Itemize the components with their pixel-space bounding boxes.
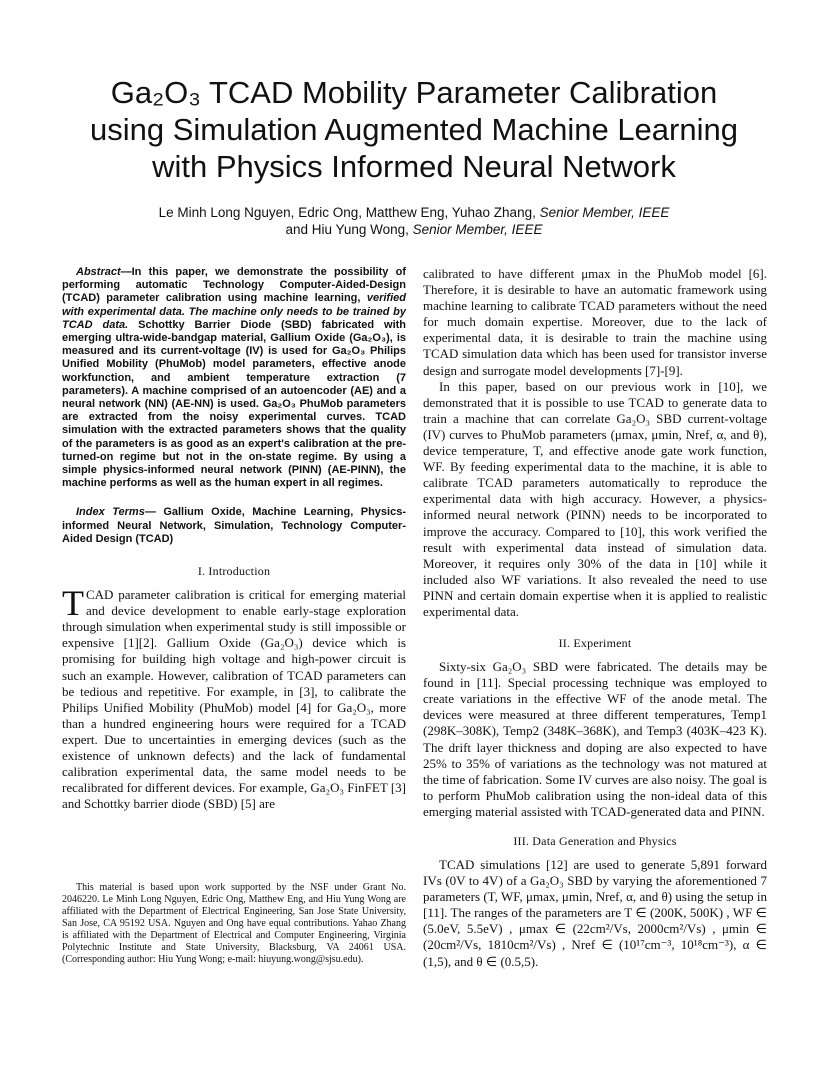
abstract-lead: Abstract—	[76, 266, 132, 278]
abstract-text: In this paper, we demonstrate the possibility of performing automatic Technology Computer-Aided-Design (TCAD) parameter calibration using machine learning,	[62, 266, 406, 305]
author-names: Le Minh Long Nguyen, Edric Ong, Matthew Eng, Yuhao Zhang,	[158, 205, 540, 220]
paper-title	[40, 74, 788, 185]
title-line: using Simulation Augmented Machine Learning	[90, 112, 738, 147]
abstract-text: Schottky Barrier Diode (SBD) fabricated with emerging ultra-wide-bandgap material, Gallium Oxide (Ga₂O₃), is measured and its current-voltage (IV) is used for Ga₂O₃ Philips Unified Mobility (PhuMob) model parameters, effective anode workfunction, and ambient temperature extraction (7 parameters). A machine comprised of an autoencoder (AE) and a neural network (NN) (AE-NN) is used. Ga₂O₃ PhuMob parameters are extracted from the noisy experimental curves. TCAD simulation with the extracted parameters shows that the quality of the parameters is as good as an expert's calibration at the pre-turned-on regime but not in the on-state regime. By using a simple physics-informed neural network (PINN) (AE-PINN), the machine performs as well as the human expert in all regimes.	[62, 318, 407, 490]
paragraph: Sixty-six Ga₂O₃ SBD were fabricated. The details may be found in [11]. Special processing technique was employed to create variations in the effective WF of the anode metal. The devices were measured at three different temperatures, Temp1 (298K–308K), Temp2 (348K–368K), and Temp3 (403K–423 K). The drift layer thickness and doping are also expected to have 25% to 35% of variations as the technology was not matured at the time of fabrication. Some IV curves are also noisy. The goal is to perform PhuMob calibration using the non-ideal data of this emerging material assisted with TCAD-generated data and PINN.	[423, 659, 767, 819]
author-names: and Hiu Yung Wong,	[285, 222, 413, 237]
section-heading: III. Data Generation and Physics	[513, 834, 677, 848]
author-list	[80, 204, 748, 238]
intro-paragraph	[62, 583, 406, 812]
title-line: Ga₂O₃ TCAD Mobility Parameter Calibration	[110, 75, 718, 110]
left-column	[62, 266, 406, 812]
author-line	[80, 221, 748, 238]
drop-cap: T	[62, 583, 84, 624]
right-column	[423, 266, 767, 970]
paragraph: In this paper, based on our previous work in [10], we demonstrated that it is possible to use TCAD to generate data to train a machine that can correlate Ga₂O₃ SBD current-voltage (IV) curves to PhuMob parameters (μmax, μmin, Nref, α, and θ), device temperature, T, and effective anode gate work function, WF. By feeding experimental data to the machine, it is able to calibrate TCAD parameters automatically to reproduce the experimental data with high accuracy. However, a physics-informed neural network (PINN) needs to be incorporated to improve the accuracy. Compared to [10], this work verified the result with experimental data instead of simulation data. Moreover, it requires only 30% of the data in [10] while it included also WF variations. It also revealed the need to use PINN and certain domain expertise when it is applied to realistic experimental data.	[423, 378, 767, 619]
abstract-italic: verified with experimental data. The machine only needs to be trained by TCAD data.	[62, 292, 406, 331]
section-heading: I. Introduction	[197, 564, 271, 579]
intro-text: CAD parameter calibration is critical for emerging material and device development to enable early-stage exploration through simulation when experimental study is still impossible or expensive [1][2]. Gallium Oxide (Ga₂O₃) device which is promising for building high voltage and high-power circuit is such an example. However, calibration of TCAD parameters can be tedious and repetitive. For example, in [3], to calibrate the Philips Unified Mobility (PhuMob) model [4] for Ga₂O₃, more than a hundred engineering hours were required for a TCAD expert. Due to uncertainties in emerging devices (such as the existence of unknown defects) and the lack of fundamental calibration experimental data, the same model needs to be recalibrated for different devices. For example, Ga₂O₃ FinFET [3] and Schottky barrier diode (SBD) [5] are	[62, 587, 406, 812]
author-line	[80, 204, 748, 221]
index-terms	[62, 506, 406, 546]
title-line: with Physics Informed Neural Network	[152, 149, 676, 184]
author-role: Senior Member, IEEE	[539, 205, 670, 220]
index-terms-lead: Index Terms—	[76, 506, 156, 519]
paragraph: calibrated to have different μmax in the PhuMob model [6]. Therefore, it is desirable to have an automatic framework using machine learning to calibrate TCAD parameters without the need for much domain expertise. Moreover, due to the lack of experimental data, it is desirable to train the machine using TCAD simulation data which has been used for transistor inverse design and surrogate model developments [7]-[9].	[423, 266, 767, 378]
abstract	[62, 266, 406, 490]
index-terms-text: Gallium Oxide, Machine Learning, Physics-informed Neural Network, Simulation, Technology Computer-Aided Design (TCAD)	[62, 506, 406, 545]
author-role: Senior Member, IEEE	[412, 222, 543, 237]
section-heading: II. Experiment	[558, 636, 632, 651]
paragraph: TCAD simulations [12] are used to generate 5,891 forward IVs (0V to 4V) of a Ga₂O₃ SBD by varying the aforementioned 7 parameters (T, WF, μmax, μmin, Nref, α, and θ) using the setup in [11]. The ranges of the parameters are T ∈ (200K, 500K) , WF ∈ (5.0eV, 5.5eV) , μmax ∈ (22cm²/Vs, 2000cm²/Vs) , μmin ∈ (20cm²/Vs, 1810cm²/Vs) , Nref ∈ (10¹⁷cm⁻³, 10¹⁸cm⁻³), α ∈ (1,5), and θ ∈ (0.5,5).	[423, 857, 767, 969]
footnote: This material is based upon work supported by the NSF under Grant No. 2046220. Le Minh Long Nguyen, Edric Ong, Matthew Eng, and Hiu Yung Wong are affiliated with the Department of Electrical Engineering, San Jose State University, San Jose, CA 95192 USA. Nguyen and Ong have equal contributions. Yahao Zhang is affiliated with the Department of Electrical and Computer Engineering, Virginia Polytechnic Institute and State University, Blacksburg, VA 24061 USA. (Corresponding author: Hiu Yung Wong; e-mail: hiuyung.wong@sjsu.edu).	[62, 882, 406, 965]
